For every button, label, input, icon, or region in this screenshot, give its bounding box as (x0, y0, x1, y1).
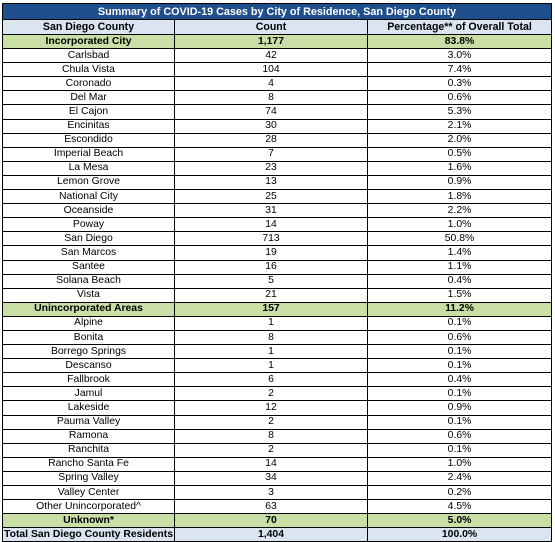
count-cell: 2 (175, 415, 368, 429)
unincorporated-group-row (3, 302, 552, 316)
table-body (3, 35, 552, 542)
count-cell: 713 (175, 232, 368, 246)
percentage-cell: 1.4% (368, 246, 552, 260)
percentage-cell: 5.3% (368, 105, 552, 119)
table-row (3, 443, 552, 457)
name-cell: Ranchita (3, 443, 175, 457)
table-row (3, 288, 552, 302)
percentage-cell: 0.1% (368, 415, 552, 429)
name-cell: Ramona (3, 429, 175, 443)
unknown-row (3, 514, 552, 528)
percentage-cell: 0.1% (368, 359, 552, 373)
name-cell: Del Mar (3, 91, 175, 105)
name-cell: La Mesa (3, 161, 175, 175)
name-cell: El Cajon (3, 105, 175, 119)
table-row (3, 316, 552, 330)
total-row (3, 528, 552, 542)
count-cell: 19 (175, 246, 368, 260)
count-cell: 28 (175, 133, 368, 147)
name-cell: Carlsbad (3, 49, 175, 63)
percentage-cell: 0.9% (368, 401, 552, 415)
name-cell: Rancho Santa Fe (3, 457, 175, 471)
table-row (3, 387, 552, 401)
name-cell: Coronado (3, 77, 175, 91)
percentage-cell: 1.1% (368, 260, 552, 274)
count-cell: 14 (175, 457, 368, 471)
count-cell: 14 (175, 218, 368, 232)
count-cell: 8 (175, 429, 368, 443)
table-row (3, 105, 552, 119)
table-row (3, 147, 552, 161)
count-cell: 2 (175, 387, 368, 401)
count-cell: 1 (175, 345, 368, 359)
count-cell: 1 (175, 359, 368, 373)
table-row (3, 471, 552, 485)
count-cell: 34 (175, 471, 368, 485)
count-cell: 3 (175, 486, 368, 500)
percentage-cell: 0.1% (368, 345, 552, 359)
percentage-cell: 1.8% (368, 190, 552, 204)
incorporated-group-row (3, 35, 552, 49)
column-header-area: San Diego County (3, 20, 175, 35)
count-cell: 12 (175, 401, 368, 415)
percentage-cell: 1.0% (368, 457, 552, 471)
table-row (3, 161, 552, 175)
table-row (3, 119, 552, 133)
count-cell: 70 (175, 514, 368, 528)
table-row (3, 429, 552, 443)
table-row (3, 274, 552, 288)
percentage-cell: 5.0% (368, 514, 552, 528)
percentage-cell: 0.9% (368, 175, 552, 189)
table-row (3, 77, 552, 91)
table-row (3, 232, 552, 246)
name-cell: Unknown* (3, 514, 175, 528)
name-cell: Oceanside (3, 204, 175, 218)
name-cell: Santee (3, 260, 175, 274)
count-cell: 8 (175, 91, 368, 105)
table-row (3, 345, 552, 359)
table-title: Summary of COVID-19 Cases by City of Residence, San Diego County (3, 4, 552, 20)
name-cell: Lakeside (3, 401, 175, 415)
name-cell: Alpine (3, 316, 175, 330)
count-cell: 1,404 (175, 528, 368, 542)
table-row (3, 260, 552, 274)
percentage-cell: 0.6% (368, 429, 552, 443)
table-row (3, 133, 552, 147)
name-cell: Encinitas (3, 119, 175, 133)
name-cell: Poway (3, 218, 175, 232)
name-cell: Other Unincorporated^ (3, 500, 175, 514)
percentage-cell: 7.4% (368, 63, 552, 77)
name-cell: Unincorporated Areas (3, 302, 175, 316)
name-cell: Chula Vista (3, 63, 175, 77)
count-cell: 7 (175, 147, 368, 161)
column-header-percentage: Percentage** of Overall Total (368, 20, 552, 35)
covid-cases-table (2, 3, 552, 542)
name-cell: National City (3, 190, 175, 204)
table-row (3, 330, 552, 344)
percentage-cell: 4.5% (368, 500, 552, 514)
column-header-count: Count (175, 20, 368, 35)
percentage-cell: 11.2% (368, 302, 552, 316)
name-cell: San Diego (3, 232, 175, 246)
table-row (3, 175, 552, 189)
percentage-cell: 1.6% (368, 161, 552, 175)
table-title-row (3, 4, 552, 20)
table-row (3, 218, 552, 232)
count-cell: 2 (175, 443, 368, 457)
name-cell: Valley Center (3, 486, 175, 500)
name-cell: Solana Beach (3, 274, 175, 288)
table-row (3, 359, 552, 373)
count-cell: 1 (175, 316, 368, 330)
table-row (3, 246, 552, 260)
table-row (3, 457, 552, 471)
name-cell: Descanso (3, 359, 175, 373)
name-cell: Lemon Grove (3, 175, 175, 189)
name-cell: Pauma Valley (3, 415, 175, 429)
percentage-cell: 0.4% (368, 274, 552, 288)
count-cell: 1,177 (175, 35, 368, 49)
percentage-cell: 0.6% (368, 330, 552, 344)
percentage-cell: 1.5% (368, 288, 552, 302)
name-cell: Vista (3, 288, 175, 302)
percentage-cell: 0.1% (368, 316, 552, 330)
count-cell: 25 (175, 190, 368, 204)
percentage-cell: 50.8% (368, 232, 552, 246)
percentage-cell: 1.0% (368, 218, 552, 232)
percentage-cell: 2.1% (368, 119, 552, 133)
name-cell: Jamul (3, 387, 175, 401)
percentage-cell: 0.5% (368, 147, 552, 161)
name-cell: Escondido (3, 133, 175, 147)
percentage-cell: 0.1% (368, 443, 552, 457)
table-row (3, 204, 552, 218)
percentage-cell: 83.8% (368, 35, 552, 49)
percentage-cell: 0.2% (368, 486, 552, 500)
count-cell: 4 (175, 77, 368, 91)
percentage-cell: 0.4% (368, 373, 552, 387)
name-cell: Borrego Springs (3, 345, 175, 359)
count-cell: 5 (175, 274, 368, 288)
table-row (3, 415, 552, 429)
percentage-cell: 3.0% (368, 49, 552, 63)
percentage-cell: 0.3% (368, 77, 552, 91)
count-cell: 157 (175, 302, 368, 316)
table-row (3, 500, 552, 514)
count-cell: 74 (175, 105, 368, 119)
column-header-row (3, 20, 552, 35)
table-row (3, 401, 552, 415)
count-cell: 13 (175, 175, 368, 189)
percentage-cell: 0.1% (368, 387, 552, 401)
percentage-cell: 2.0% (368, 133, 552, 147)
table-row (3, 63, 552, 77)
percentage-cell: 2.4% (368, 471, 552, 485)
count-cell: 104 (175, 63, 368, 77)
count-cell: 63 (175, 500, 368, 514)
table-row (3, 190, 552, 204)
covid-cases-table-container (2, 3, 551, 542)
table-row (3, 49, 552, 63)
count-cell: 42 (175, 49, 368, 63)
table-row (3, 486, 552, 500)
percentage-cell: 2.2% (368, 204, 552, 218)
count-cell: 23 (175, 161, 368, 175)
name-cell: Bonita (3, 330, 175, 344)
percentage-cell: 0.6% (368, 91, 552, 105)
table-row (3, 91, 552, 105)
count-cell: 8 (175, 330, 368, 344)
name-cell: Total San Diego County Residents (3, 528, 175, 542)
name-cell: Imperial Beach (3, 147, 175, 161)
name-cell: Fallbrook (3, 373, 175, 387)
percentage-cell: 100.0% (368, 528, 552, 542)
name-cell: Spring Valley (3, 471, 175, 485)
count-cell: 31 (175, 204, 368, 218)
name-cell: Incorporated City (3, 35, 175, 49)
count-cell: 16 (175, 260, 368, 274)
count-cell: 6 (175, 373, 368, 387)
name-cell: San Marcos (3, 246, 175, 260)
table-row (3, 373, 552, 387)
count-cell: 30 (175, 119, 368, 133)
count-cell: 21 (175, 288, 368, 302)
